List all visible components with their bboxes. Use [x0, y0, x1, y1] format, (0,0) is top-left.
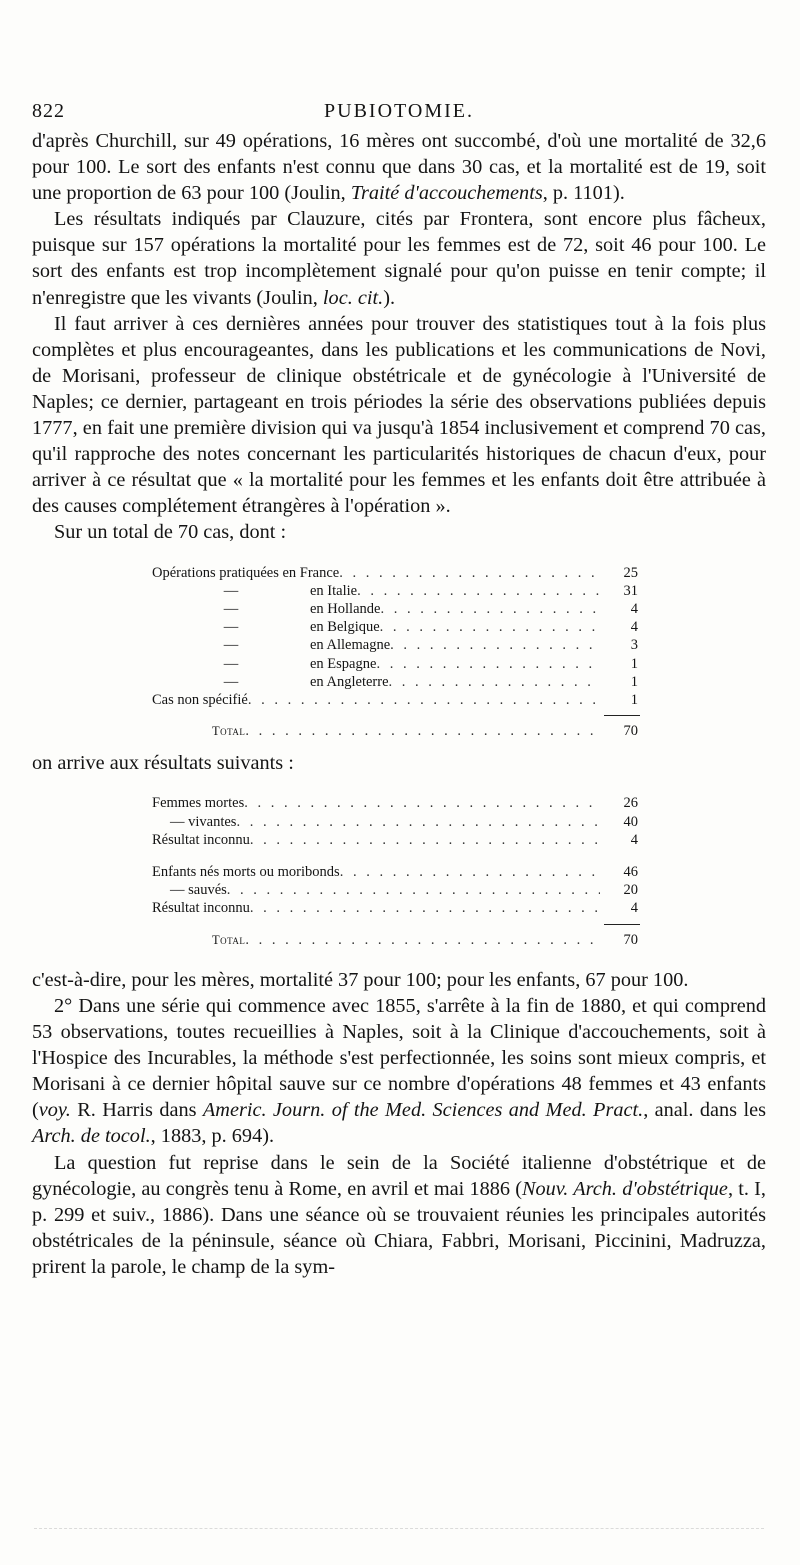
page — [32, 96, 766, 1280]
text-span: d'après Churchill, sur 49 opérations, 16 mères ont succombé, d'où une mortalité de 32,6 pour 100. Le sort des enfants n'est connu que dans 30 cas, et la mortalité est de 19, soit une proportion de 63 pour 100 (Joulin, — [32, 130, 766, 205]
table-row — [152, 813, 638, 831]
total-label: Total — [212, 724, 246, 739]
total-rule — [604, 924, 640, 925]
table-row — [152, 881, 638, 899]
table-row — [152, 673, 638, 691]
total-label: Total — [212, 932, 246, 947]
row-value: 4 — [630, 619, 638, 636]
row-label: — — [223, 619, 239, 636]
text-span: La question fut reprise dans le sein de la Société italienne d'obstétrique et de gynécologie, au congrès tenu à Rome, en avril et mai 1886 ( — [32, 1151, 766, 1200]
row-sublabel: en Espagne — [310, 655, 377, 672]
page-number: 822 — [32, 100, 65, 122]
row-label: — sauvés — [170, 882, 227, 899]
row-sublabel: en Allemagne — [310, 637, 391, 654]
paragraph-4: Sur un total de 70 cas, dont : — [54, 521, 287, 544]
table-total-row — [152, 931, 638, 949]
table-row — [152, 564, 638, 582]
row-label: — vivantes — [170, 813, 237, 830]
text-span: , t. I, p. 299 et suiv., 1886). Dans une séance où se trouvaient réunies les principales autorités obstétricales de la péninsule, séance où Chiara, Fabbri, Morisani, Piccinini, Madruzza, prirent la parole, le champ de la sym- — [32, 1177, 766, 1278]
row-label: Cas non spécifié — [152, 691, 248, 708]
row-value: 4 — [630, 831, 638, 848]
row-value: 46 — [623, 864, 638, 881]
total-value: 70 — [623, 931, 638, 948]
row-sublabel: en Italie — [310, 582, 358, 599]
table-row — [152, 794, 638, 812]
table-row — [152, 618, 638, 636]
citation-journal: Americ. Journ. of the Med. Sciences and Med. Pract. — [202, 1099, 644, 1122]
row-value: 1 — [630, 673, 638, 690]
row-value: 31 — [623, 582, 638, 599]
text-span: Les résultats indiqués par Clauzure, cités par Frontera, sont encore plus fâcheux, puisque sur 157 opérations la mortalité pour les femmes est de 72, soit 46 pour 100. Le sort des enfants est trop incomplètement signalé pour qu'on puisse en tenir compte; il n'enregistre que les vivants (Joulin, — [32, 208, 766, 309]
total-value: 70 — [623, 723, 638, 740]
citation-archive: Arch. de tocol. — [32, 1125, 151, 1148]
row-sublabel: en Angleterre — [310, 673, 389, 690]
row-value: 4 — [630, 600, 638, 617]
scan-noise-line — [34, 1528, 764, 1531]
table-row — [152, 831, 638, 849]
text-span: , anal. dans les — [643, 1099, 766, 1122]
row-value: 20 — [623, 882, 638, 899]
paragraph-2 — [32, 206, 766, 310]
row-value: 3 — [630, 637, 638, 654]
row-value: 1 — [630, 655, 638, 672]
table-row — [152, 899, 638, 917]
row-label: — — [223, 655, 239, 672]
row-sublabel: en Belgique — [310, 619, 380, 636]
text-span: 2° Dans une série qui commence avec 1855, s'arrête à la fin de 1880, et qui comprend 53 observations, toutes recueillies à Naples, soit à la Clinique d'accouchements, soit à l'Hospice des Incurables, la méthode s'est perfectionnée, les soins sont mieux compris, et Morisani à ce dernier hôpital sauve sur ce nombre d'opérations 48 femmes et 43 enfants ( — [32, 994, 766, 1122]
text-span: , p. 1101). — [542, 182, 625, 205]
row-sublabel: en France — [282, 564, 340, 581]
table-row — [152, 582, 638, 600]
running-title: PUBIOTOMIE. — [324, 100, 474, 122]
paragraph-6: c'est-à-dire, pour les mères, mortalité 37 pour 100; pour les enfants, 67 pour 100. — [32, 968, 689, 991]
row-label: — — [223, 673, 239, 690]
paragraph-3: Il faut arriver à ces dernières années pour trouver des statistiques tout à la fois plus complètes et plus encourageantes, dans les publications et les communications de Novi, de Morisani, professeur de clinique obstétricale et de gynécologie à l'Université de Naples; ce dernier, partageant en trois périodes la série des observations publiées depuis 1777, en fait une première division qui va jusqu'à 1854 inclusivement et comprend 70 cas, qu'il rapproche des notes concernant les particularités historiques de chacun d'eux, pour arriver à ce résultat que « la mortalité pour les femmes et les enfants doit être attribuée à des causes complétement étrangères à l'opération ». — [32, 312, 766, 518]
row-value: 26 — [623, 795, 638, 812]
paragraph-8 — [32, 1150, 766, 1280]
text-span: R. Harris dans — [70, 1099, 203, 1122]
table-row — [152, 600, 638, 618]
row-label: Femmes mortes — [152, 795, 245, 812]
citation-title: Traité d'accouchements — [350, 182, 543, 205]
row-sublabel: en Hollande — [310, 600, 381, 617]
row-label: Opérations pratiquées — [152, 564, 279, 581]
results-table — [152, 794, 638, 948]
table-row — [152, 863, 638, 881]
paragraph-1 — [32, 128, 766, 206]
row-value: 25 — [623, 564, 638, 581]
table-total-row — [152, 722, 638, 740]
operations-table — [152, 564, 638, 741]
row-label: — — [223, 582, 239, 599]
row-value: 4 — [630, 900, 638, 917]
table-row — [152, 655, 638, 673]
row-label: Enfants nés morts ou moribonds — [152, 864, 340, 881]
row-label: Résultat inconnu — [152, 831, 250, 848]
citation-abbrev: voy. — [38, 1099, 71, 1122]
row-value: 1 — [630, 691, 638, 708]
citation-title: Nouv. Arch. d'obstétrique — [522, 1177, 728, 1200]
total-rule — [604, 715, 640, 716]
row-label: Résultat inconnu — [152, 900, 250, 917]
text-span: , 1883, p. 694). — [150, 1125, 275, 1148]
citation-ref: loc. cit. — [322, 286, 384, 309]
row-label: — — [223, 600, 239, 617]
table-row — [152, 691, 638, 709]
row-label: — — [223, 637, 239, 654]
paragraph-5: on arrive aux résultats suivants : — [32, 752, 294, 775]
row-value: 40 — [623, 813, 638, 830]
text-span: ). — [383, 286, 396, 309]
paragraph-7 — [32, 993, 766, 1150]
table-row — [152, 636, 638, 654]
page-header — [32, 96, 766, 128]
